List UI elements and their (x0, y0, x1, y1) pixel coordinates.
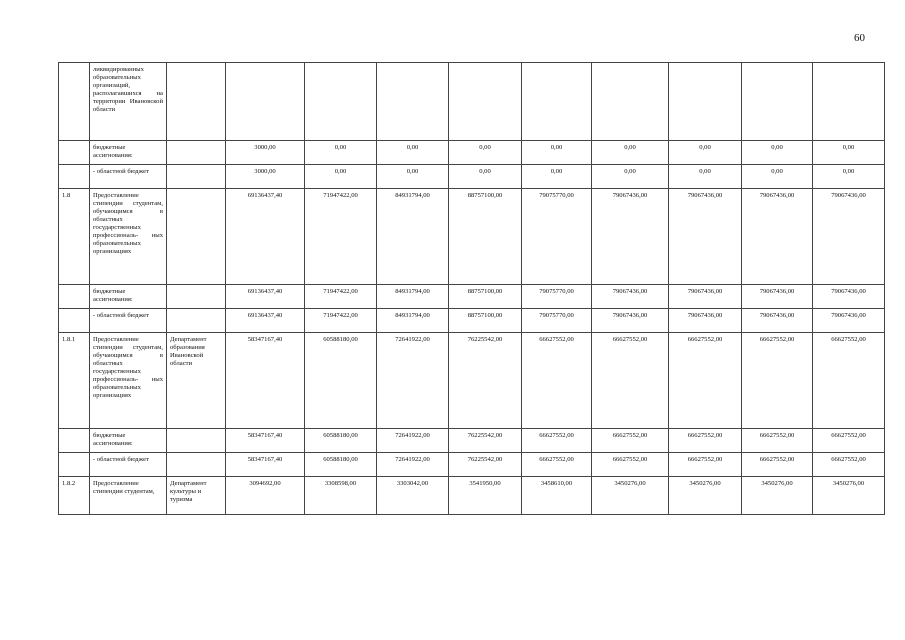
amount-cell (592, 63, 669, 141)
amount-cell: 71947422,00 (305, 309, 377, 333)
row-name-cell: бюджетные ассигнования: (90, 429, 167, 453)
page-number: 60 (854, 32, 865, 44)
amount-cell: 79067436,00 (592, 309, 669, 333)
amount-cell: 79075770,00 (522, 309, 592, 333)
row-code-cell (59, 141, 90, 165)
amount-cell: 3308598,00 (305, 477, 377, 515)
amount-cell: 66627552,00 (669, 453, 742, 477)
row-name-cell: ликвидированных образовательных организаций, располагавшихся на территории Ивановской области (90, 63, 167, 141)
amount-cell: 3000,00 (226, 141, 305, 165)
row-executor-cell (167, 165, 226, 189)
table-row (59, 309, 885, 333)
amount-cell: 66627552,00 (813, 453, 885, 477)
amount-cell: 3541950,00 (449, 477, 522, 515)
row-code-cell (59, 63, 90, 141)
amount-cell: 58347167,40 (226, 429, 305, 453)
amount-cell: 71947422,00 (305, 189, 377, 285)
row-code-cell: 1.8.2 (59, 477, 90, 515)
row-name-cell: бюджетные ассигнования: (90, 285, 167, 309)
amount-cell: 0,00 (592, 165, 669, 189)
amount-cell: 66627552,00 (669, 429, 742, 453)
amount-cell: 79067436,00 (742, 309, 813, 333)
amount-cell: 79067436,00 (813, 285, 885, 309)
amount-cell: 0,00 (305, 165, 377, 189)
amount-cell: 79067436,00 (669, 309, 742, 333)
amount-cell: 79067436,00 (742, 285, 813, 309)
row-name-cell: - областной бюджет (90, 453, 167, 477)
row-executor-cell (167, 309, 226, 333)
amount-cell: 79075770,00 (522, 189, 592, 285)
amount-cell: 84931794,00 (377, 189, 449, 285)
amount-cell: 0,00 (377, 165, 449, 189)
amount-cell: 69136437,40 (226, 309, 305, 333)
amount-cell: 79067436,00 (669, 189, 742, 285)
amount-cell: 0,00 (305, 141, 377, 165)
table-row (59, 333, 885, 429)
row-name-cell: - областной бюджет (90, 309, 167, 333)
amount-cell: 0,00 (522, 165, 592, 189)
table-row (59, 165, 885, 189)
amount-cell: 0,00 (813, 165, 885, 189)
amount-cell: 3450276,00 (813, 477, 885, 515)
row-code-cell (59, 429, 90, 453)
row-name-cell: Предоставление стипендии студентам, (90, 477, 167, 515)
row-executor-cell: Департамент образования Ивановской области (167, 333, 226, 429)
amount-cell (742, 63, 813, 141)
amount-cell: 79067436,00 (592, 189, 669, 285)
amount-cell: 60588180,00 (305, 333, 377, 429)
amount-cell: 79067436,00 (592, 285, 669, 309)
amount-cell: 0,00 (742, 141, 813, 165)
amount-cell: 69136437,40 (226, 285, 305, 309)
amount-cell: 72641922,00 (377, 333, 449, 429)
amount-cell: 79075770,00 (522, 285, 592, 309)
amount-cell: 76225542,00 (449, 429, 522, 453)
amount-cell (226, 63, 305, 141)
row-executor-cell (167, 141, 226, 165)
budget-table (58, 62, 885, 515)
row-code-cell: 1.8 (59, 189, 90, 285)
amount-cell: 66627552,00 (592, 453, 669, 477)
amount-cell (522, 63, 592, 141)
row-executor-cell (167, 63, 226, 141)
row-name-cell: - областной бюджет (90, 165, 167, 189)
table-row (59, 189, 885, 285)
amount-cell (669, 63, 742, 141)
amount-cell: 66627552,00 (522, 429, 592, 453)
amount-cell: 66627552,00 (522, 453, 592, 477)
amount-cell: 0,00 (592, 141, 669, 165)
amount-cell: 3450276,00 (592, 477, 669, 515)
amount-cell: 66627552,00 (592, 429, 669, 453)
amount-cell: 58347167,40 (226, 453, 305, 477)
amount-cell: 88757100,00 (449, 285, 522, 309)
amount-cell: 84931794,00 (377, 309, 449, 333)
table-row (59, 453, 885, 477)
amount-cell: 66627552,00 (742, 429, 813, 453)
amount-cell: 66627552,00 (813, 333, 885, 429)
row-code-cell (59, 165, 90, 189)
row-executor-cell (167, 285, 226, 309)
amount-cell: 0,00 (449, 165, 522, 189)
row-code-cell (59, 453, 90, 477)
table-row (59, 285, 885, 309)
amount-cell: 66627552,00 (669, 333, 742, 429)
amount-cell: 66627552,00 (742, 333, 813, 429)
amount-cell: 0,00 (449, 141, 522, 165)
amount-cell (813, 63, 885, 141)
amount-cell: 76225542,00 (449, 453, 522, 477)
amount-cell: 3450276,00 (742, 477, 813, 515)
row-executor-cell (167, 189, 226, 285)
amount-cell: 60588180,00 (305, 453, 377, 477)
amount-cell: 3450276,00 (669, 477, 742, 515)
amount-cell: 0,00 (377, 141, 449, 165)
row-name-cell: Предоставление стипендии студентам, обучающимся в областных государственных профессиональ- ных образовательных организациях (90, 189, 167, 285)
amount-cell: 0,00 (669, 141, 742, 165)
table-row (59, 429, 885, 453)
amount-cell (305, 63, 377, 141)
amount-cell: 0,00 (742, 165, 813, 189)
amount-cell: 72641922,00 (377, 453, 449, 477)
amount-cell: 88757100,00 (449, 309, 522, 333)
amount-cell: 3458610,00 (522, 477, 592, 515)
amount-cell: 71947422,00 (305, 285, 377, 309)
table-row (59, 63, 885, 141)
row-name-cell: бюджетные ассигнования: (90, 141, 167, 165)
row-executor-cell (167, 453, 226, 477)
row-executor-cell: Департамент культуры и туризма (167, 477, 226, 515)
amount-cell: 66627552,00 (813, 429, 885, 453)
amount-cell: 3000,00 (226, 165, 305, 189)
amount-cell: 69136437,40 (226, 189, 305, 285)
row-executor-cell (167, 429, 226, 453)
amount-cell: 79067436,00 (813, 189, 885, 285)
amount-cell: 76225542,00 (449, 333, 522, 429)
row-name-cell: Предоставление стипендии студентам, обучающимся в областных государственных профессиональ- ных образовательных организациях (90, 333, 167, 429)
amount-cell: 0,00 (669, 165, 742, 189)
table-row (59, 477, 885, 515)
amount-cell: 84931794,00 (377, 285, 449, 309)
amount-cell: 0,00 (522, 141, 592, 165)
table-row (59, 141, 885, 165)
amount-cell: 66627552,00 (592, 333, 669, 429)
amount-cell: 3303042,00 (377, 477, 449, 515)
row-code-cell: 1.8.1 (59, 333, 90, 429)
row-code-cell (59, 309, 90, 333)
amount-cell (449, 63, 522, 141)
amount-cell: 79067436,00 (742, 189, 813, 285)
budget-table-body (59, 63, 885, 515)
amount-cell: 66627552,00 (522, 333, 592, 429)
row-code-cell (59, 285, 90, 309)
amount-cell: 72641922,00 (377, 429, 449, 453)
amount-cell: 3094692,00 (226, 477, 305, 515)
amount-cell: 66627552,00 (742, 453, 813, 477)
amount-cell: 0,00 (813, 141, 885, 165)
amount-cell (377, 63, 449, 141)
amount-cell: 88757100,00 (449, 189, 522, 285)
amount-cell: 79067436,00 (813, 309, 885, 333)
amount-cell: 58347167,40 (226, 333, 305, 429)
amount-cell: 60588180,00 (305, 429, 377, 453)
amount-cell: 79067436,00 (669, 285, 742, 309)
